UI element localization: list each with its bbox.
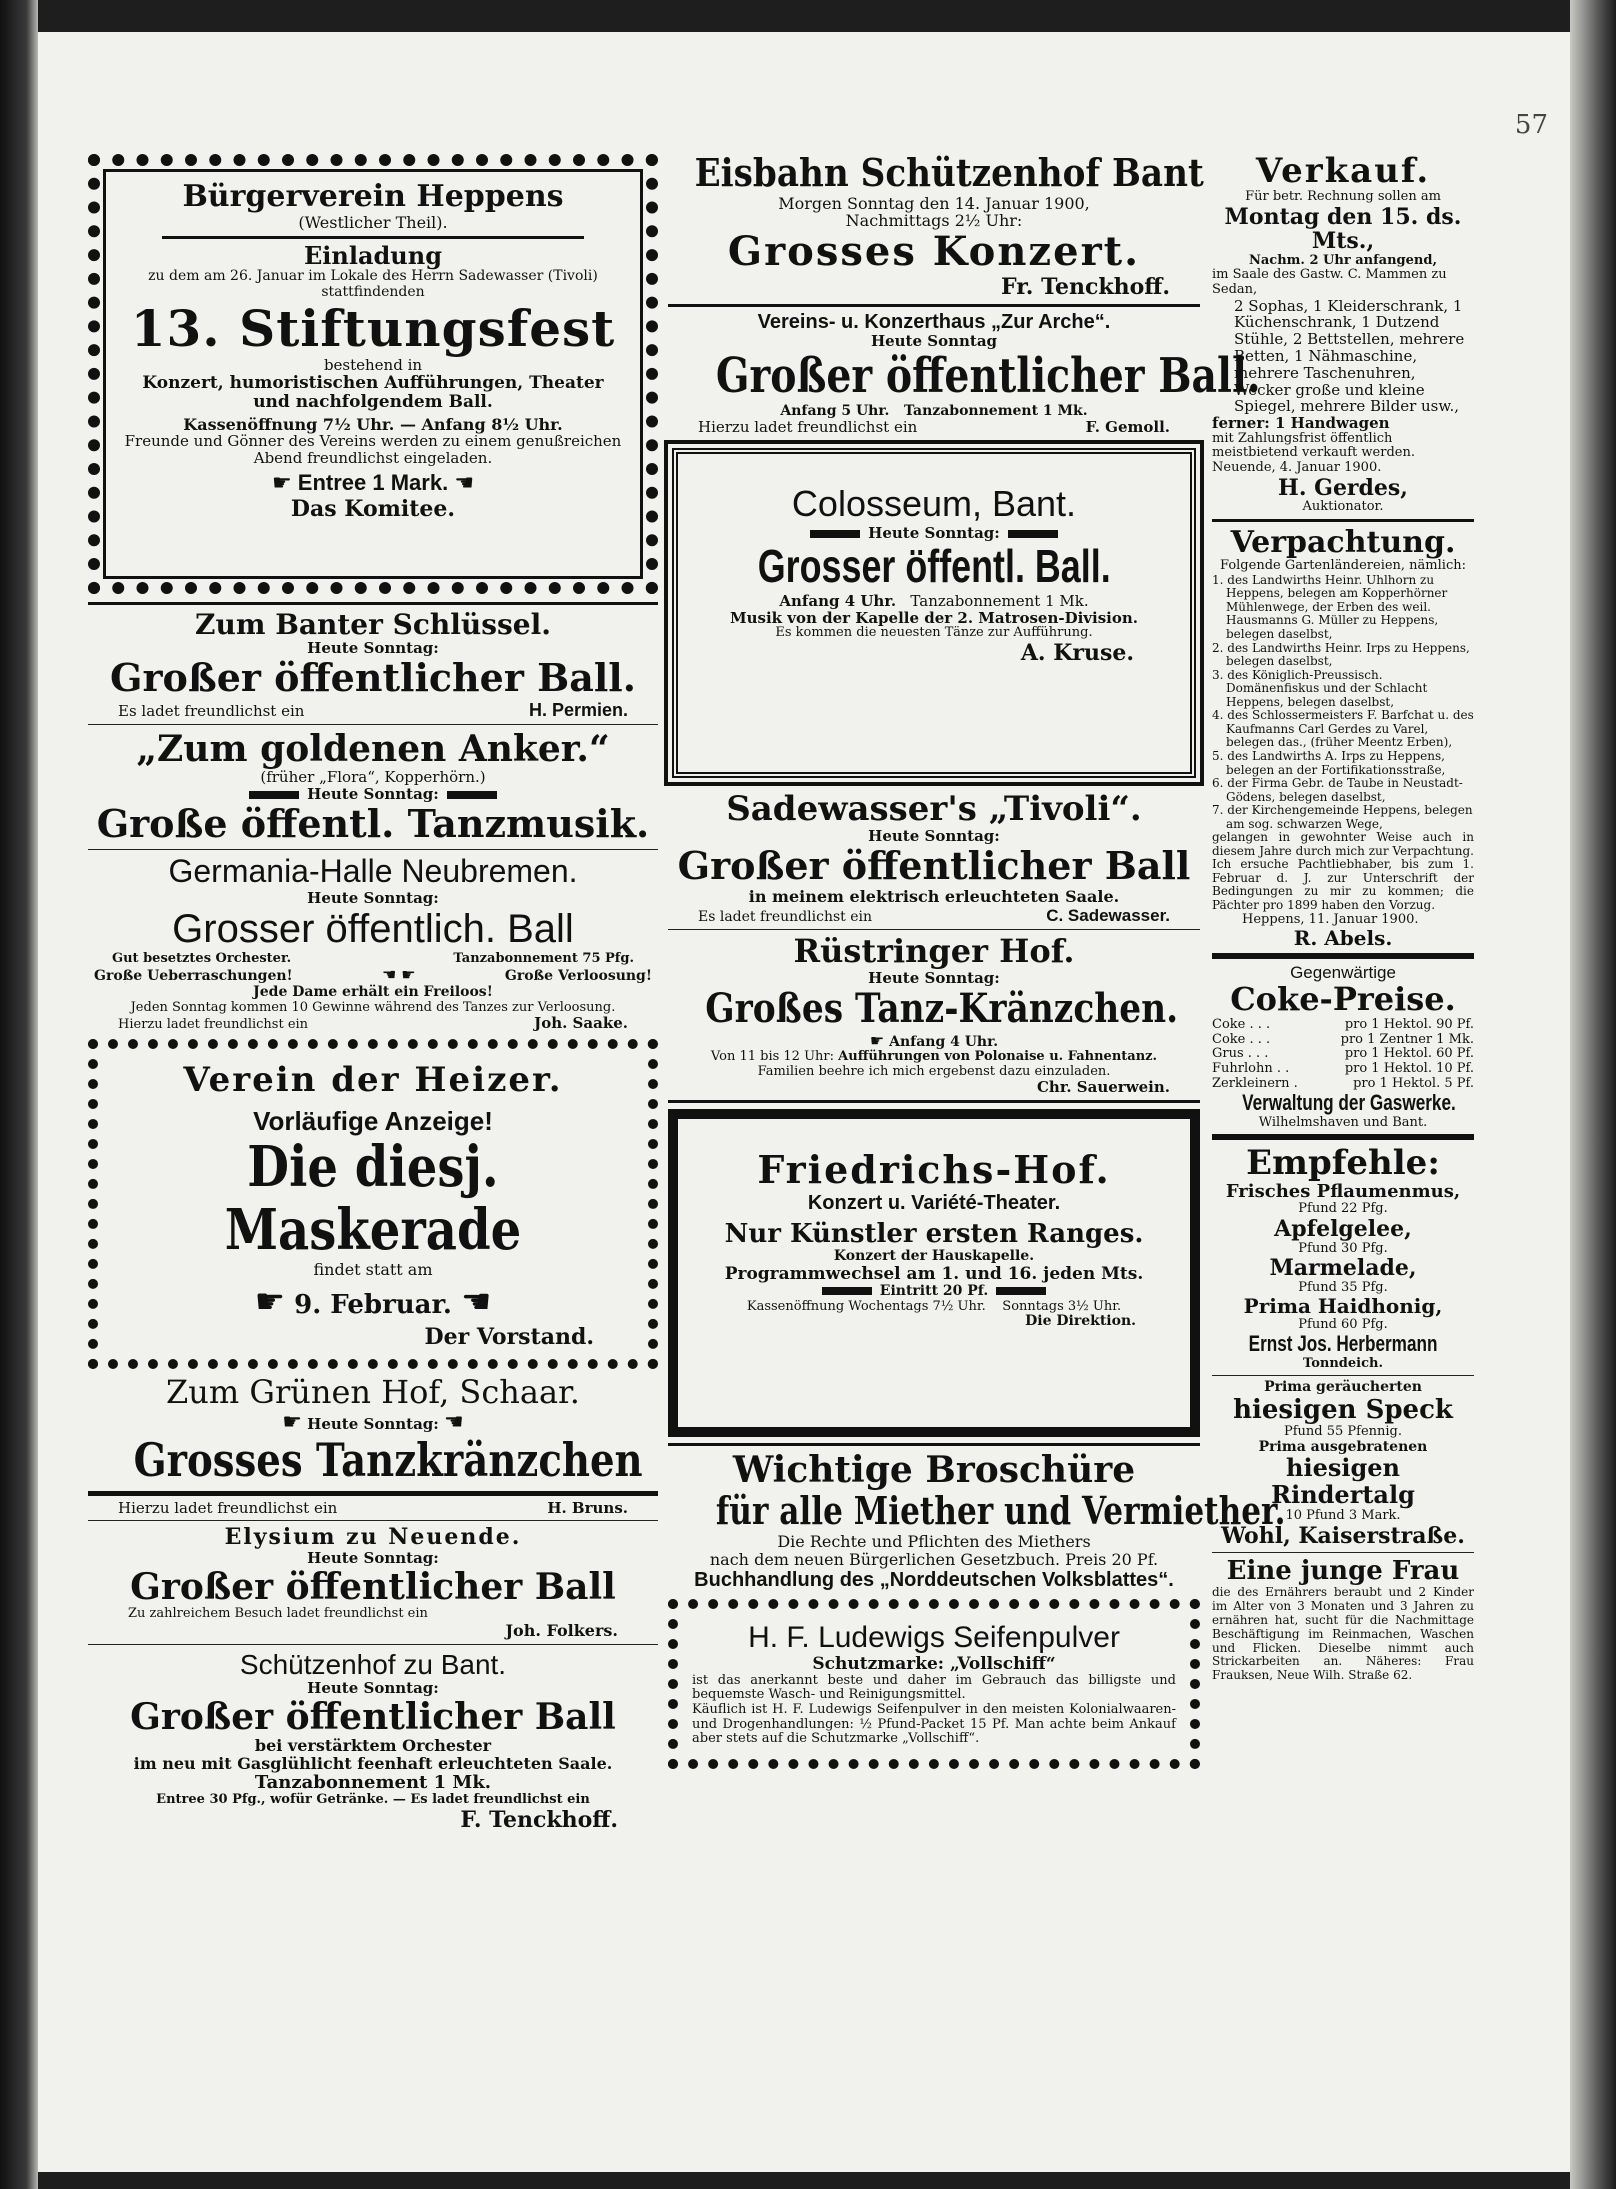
table-cell: Fuhrlohn . .: [1212, 1060, 1290, 1076]
ad-text: Folgende Gartenländereien, nämlich:: [1220, 558, 1466, 574]
ad-text: in meinem elektrisch erleuchteten Saale.: [748, 886, 1120, 906]
list-item: 3. des Königlich-Preussisch. Domänenfiskus und der Schlacht Heppens, belegen daselbst,: [1212, 667, 1428, 709]
ad-text: Die Rechte und Pflichten des Miethers: [777, 1532, 1091, 1552]
ad-text: nach dem neuen Bürgerlichen Gesetzbuch. Preis 20 Pf.: [709, 1549, 1159, 1569]
ad-text: Gut besetztes Orchester.: [112, 950, 292, 966]
ad-subtitle: (Westlicher Theil).: [298, 212, 448, 232]
ad-invite: Es ladet freundlichst ein: [118, 701, 305, 720]
ad-text: Konzert, humoristischen Aufführungen, Theater und nachfolgendem Ball.: [142, 372, 604, 412]
ad-signature: Joh. Folkers.: [505, 1620, 618, 1640]
list-item: 7. der Kirchengemeinde Heppens, belegen am sog. schwarzen Wege,: [1212, 803, 1473, 831]
ad-signature: Der Vorstand.: [424, 1324, 594, 1351]
ad-subtitle: (früher „Flora“, Kopperhörn.): [260, 768, 486, 787]
ad-text: zu dem am 26. Januar im Lokale des Herrn Sadewasser (Tivoli) stattfindenden: [148, 268, 598, 301]
pointing-hand-right-icon: ☛: [282, 1409, 302, 1435]
ad-signature: Die Direktion.: [1025, 1313, 1136, 1330]
ad-signature: F. Tenckhoff.: [460, 1806, 618, 1833]
ad-text: Kassenöffnung 7½ Uhr. — Anfang 8½ Uhr.: [183, 414, 563, 434]
ad-gruener-hof: [88, 1372, 658, 1517]
ad-invite: Es ladet freundlichst ein: [698, 908, 873, 925]
ad-title: Friedrichs-Hof.: [757, 1147, 1111, 1193]
pointing-hand-left-icon: ☚: [460, 1282, 492, 1323]
ad-text: ferner: 1 Handwagen: [1212, 414, 1390, 433]
ad-text: ist das anerkannt beste und daher im Gebrauch das billigste und bequemste Wasch- und Reinigungsmittel.: [692, 1672, 1176, 1703]
ad-text: Heppens, 11. Januar 1900.: [1242, 911, 1419, 927]
ad-title: hiesigen Rindertalg: [1271, 1453, 1415, 1510]
ad-title: Wichtige Broschüre: [732, 1449, 1136, 1492]
ad-text: Konzert der Hauskapelle.: [833, 1248, 1035, 1265]
table-cell: Coke . . .: [1212, 1031, 1271, 1047]
ad-item: Frisches Pflaumenmus,: [1225, 1181, 1461, 1203]
table-cell: pro 1 Hektol. 90 Pf.: [1344, 1017, 1474, 1033]
ad-price: Pfund 35 Pfg.: [1298, 1279, 1388, 1295]
ad-headline: Grosser öffentl. Ball.: [757, 540, 1111, 593]
page-number: 57: [1514, 110, 1548, 140]
ad-text: Morgen Sonntag den 14. Januar 1900,: [778, 193, 1090, 213]
ad-text: im neu mit Gasglühlicht feenhaft erleuchteten Saale.: [133, 1754, 613, 1774]
ad-text: Programmwechsel am 1. und 16. jeden Mts.: [724, 1263, 1144, 1284]
ad-title: Germania-Halle Neubremen.: [168, 853, 578, 890]
ad-subtitle: Konzert u. Variété-Theater.: [807, 1191, 1061, 1214]
ad-title: Eine junge Frau: [1226, 1556, 1460, 1587]
ad-price: Pfund 55 Pfennig.: [1283, 1424, 1403, 1440]
table-row: [1212, 1077, 1474, 1092]
ad-title: Elysium zu Neuende.: [224, 1524, 522, 1551]
ad-title: Verein der Heizer.: [183, 1059, 563, 1100]
ad-text: Kassenöffnung Wochentags 7½ Uhr.: [746, 1298, 986, 1314]
ad-headline: Grosser öffentlich. Ball: [172, 906, 574, 951]
pointing-hand-left-icon: ☚: [382, 965, 397, 985]
decorative-bar: [810, 530, 860, 538]
ad-invite: Hierzu ladet freundlichst ein: [698, 418, 918, 437]
ad-coke-preise: [1212, 963, 1474, 1130]
table-cell: Zerkleinern .: [1212, 1075, 1298, 1091]
ad-text: Neuende, 4. Januar 1900.: [1212, 459, 1382, 475]
ad-verein-der-heizer: [88, 1039, 658, 1369]
ad-signature: H. Permien.: [528, 699, 628, 720]
ad-headline: Großer öffentlicher Ball: [130, 1695, 616, 1738]
list-item: 2. des Landwirths Heinr. Irps zu Heppens, belegen daselbst,: [1212, 640, 1470, 669]
ad-date: Montag den 15. ds. Mts.,: [1224, 203, 1462, 255]
ad-today: Heute Sonntag:: [868, 969, 1000, 988]
decorative-bar: [822, 1287, 872, 1295]
ad-text: Jeden Sonntag kommen 10 Gewinne während des Tanzes zur Verloosung.: [130, 999, 616, 1015]
ad-pre: Prima ausgebratenen: [1258, 1438, 1428, 1455]
ad-text: mit Zahlungsfrist öffentlich meistbietend verkauft werden.: [1212, 430, 1415, 461]
list-item: 5. des Landwirths A. Irps zu Heppens, belegen an der Fortifikationsstraße,: [1212, 748, 1446, 777]
ad-today: Heute Sonntag:: [307, 639, 439, 658]
ad-goldener-anker: [88, 729, 658, 845]
ad-list: [1212, 574, 1474, 831]
ad-text: Für betr. Rechnung sollen am: [1245, 189, 1441, 205]
ad-buergerverein-heppens: [88, 154, 658, 594]
table-row: [1212, 1018, 1474, 1033]
ad-invite: Hierzu ladet freundlichst ein: [118, 1017, 309, 1033]
ad-headline: Großes Tanz-Kränzchen.: [705, 984, 1179, 1032]
ad-today: Heute Sonntag:: [307, 784, 439, 803]
ad-text: die des Ernährers beraubt und 2 Kinder im Alter von 3 Monaten und 3 Jahren zu ernähren hat, sucht für die Nachmittage Beschäftigung im Reinmachen, Waschen und Flicken. Dieselbe nimmt auch Strickarbeiten an. Näheres: Frau Frauksen, Neue Wilh. Straße 62.: [1212, 1585, 1474, 1683]
ad-schuetzenhof-bant: [88, 1649, 658, 1833]
ad-text: Freunde und Gönner des Vereins werden zu einem genußreichen Abend freundlichst eingeladen.: [124, 432, 622, 468]
list-item: 1. des Landwirths Heinr. Uhlhorn zu Heppens, belegen am Kopperhörner Mühlenwege, der Erben des weil. Hausmanns G. Müller zu Heppens, belegen daselbst,: [1212, 572, 1448, 642]
ad-text: Nachmittags 2½ Uhr:: [845, 211, 1023, 231]
ad-text: Große Verloosung!: [504, 968, 652, 985]
decorative-bar: [249, 791, 299, 799]
ad-title: Verkauf.: [1255, 151, 1431, 191]
ad-signature: Das Komitee.: [290, 495, 456, 522]
ad-text: Aufführungen von Polonaise u. Fahnentanz.: [838, 1049, 1158, 1065]
ad-text: Tanzabonnement 1 Mk.: [910, 591, 1089, 610]
table-cell: Coke . . .: [1212, 1017, 1271, 1033]
ad-title: Sadewasser's „Tivoli“.: [726, 789, 1142, 830]
decorative-bar: [996, 1287, 1046, 1295]
ad-tivoli: [668, 790, 1200, 925]
ad-signature: R. Abels.: [1293, 926, 1393, 951]
ad-title: Rüstringer Hof.: [793, 932, 1075, 971]
ad-title: Bürgerverein Heppens: [182, 179, 564, 214]
table-cell: pro 1 Hektol. 10 Pf.: [1344, 1060, 1474, 1076]
ad-today: Heute Sonntag: [870, 332, 998, 351]
ad-title: H. F. Ludewigs Seifenpulver: [748, 1621, 1120, 1655]
ad-headline: Große öffentl. Tanzmusik.: [96, 800, 650, 846]
ad-text: Entree 30 Pfg., wofür Getränke. — Es ladet freundlichst ein: [156, 1792, 590, 1808]
ad-today: Heute Sonntag:: [307, 1679, 439, 1698]
ad-title: Coke-Preise.: [1230, 980, 1456, 1019]
ad-text: Anfang 4 Uhr.: [889, 1033, 999, 1050]
ad-text: im Saale des Gastw. C. Mammen zu Sedan,: [1212, 267, 1447, 297]
ad-signature: H. Gerdes,: [1278, 474, 1408, 501]
ad-headline: Grosses Tanzkränzchen: [133, 1433, 643, 1488]
ad-text: Käuflich ist H. F. Ludewigs Seifenpulver in den meisten Kolonialwaaren- und Drogenhandlungen: ½ Pfund-Packet 15 Pf. Man achte beim Ankauf aber stets auf die Schutzmarke „Vollschiff“.: [692, 1701, 1176, 1747]
ad-today: Heute Sonntag:: [307, 1414, 439, 1433]
ad-headline: Großer öffentlicher Ball: [677, 843, 1191, 889]
ad-today: Heute Sonntag:: [307, 889, 439, 908]
ad-title: Verpachtung.: [1230, 524, 1456, 560]
ad-invite: Zu zahlreichem Besuch ladet freundlichst ein: [128, 1606, 428, 1622]
ad-signature: Buchhandlung des „Norddeutschen Volksblattes“.: [694, 1568, 1174, 1591]
ad-signature: Wohl, Kaiserstraße.: [1221, 1522, 1465, 1549]
ad-title: „Zum goldenen Anker.“: [136, 727, 610, 770]
ad-verpachtung: [1212, 526, 1474, 950]
ad-title: Vereins- u. Konzerthaus „Zur Arche“.: [757, 310, 1111, 333]
ad-speck: [1212, 1380, 1474, 1548]
ad-today: Heute Sonntag:: [307, 1549, 439, 1568]
ad-headline: 13. Stiftungsfest: [130, 298, 616, 358]
ad-banter-schluessel: [88, 609, 658, 720]
ad-text: Anfang 5 Uhr.: [780, 402, 890, 419]
ad-text: Familien beehre ich mich ergebenst dazu einzuladen.: [757, 1063, 1111, 1079]
ad-verkauf: [1212, 152, 1474, 515]
ad-text: Musik von der Kapelle der 2. Matrosen-Division.: [730, 608, 1138, 627]
ad-text: bei verstärktem Orchester: [254, 1736, 492, 1756]
ad-signature: Fr. Tenckhoff.: [1001, 274, 1170, 301]
table-cell: pro 1 Hektol. 5 Pf.: [1353, 1075, 1474, 1091]
ad-headline: Großer öffentlicher Ball.: [715, 347, 1261, 404]
ad-empfehle: [1212, 1144, 1474, 1371]
pointing-hand-right-icon: ☛: [401, 965, 416, 985]
ad-title: für alle Miether und Vermiether.: [715, 1488, 1286, 1534]
ad-today: Heute Sonntag:: [868, 827, 1000, 846]
ad-today: Heute Sonntag:: [868, 523, 1000, 542]
ad-price: Pfund 22 Pfg.: [1298, 1201, 1388, 1217]
table-row: [1212, 1062, 1474, 1077]
ad-signature: Verwaltung der Gaswerke.: [1242, 1090, 1456, 1116]
ad-text: 2 Sophas, 1 Kleiderschrank, 1 Küchenschrank, 1 Dutzend Stühle, 2 Bettstellen, mehrere Betten, 1 Nähmaschine, mehrere Taschenuhren, Wecker große und kleine Spiegel, mehrere Bilder usw.,: [1234, 296, 1465, 416]
pointing-hand-right-icon: ☛: [254, 1282, 286, 1323]
ad-title: hiesigen Speck: [1233, 1395, 1453, 1426]
ad-text: Tanzabonnement 1 Mk.: [903, 402, 1088, 419]
ad-signature: A. Kruse.: [1020, 639, 1134, 666]
ad-text: Große Ueberraschungen!: [94, 968, 293, 985]
ad-text: Tanzabonnement 1 Mk.: [254, 1771, 492, 1793]
ad-item: Marmelade,: [1269, 1255, 1417, 1282]
ad-text: Sonntags 3½ Uhr.: [1002, 1298, 1122, 1314]
ad-price: Pfund 30 Pfg.: [1298, 1240, 1388, 1256]
ad-signature: C. Sadewasser.: [1046, 905, 1170, 925]
ad-text: Tanzabonnement 75 Pfg.: [453, 950, 634, 966]
ad-item: Apfelgelee,: [1274, 1216, 1412, 1242]
ad-broschuere: [668, 1449, 1286, 1591]
decorative-bar: [447, 791, 497, 799]
ad-subtitle: Vorläufige Anzeige!: [253, 1105, 493, 1136]
price-table: [1212, 1018, 1474, 1091]
ad-text: gelangen in gewohnter Weise auch in diesem Jahre durch mich zur Verpachtung. Ich ersuche Pachtliebhaber, bis zum 1. Februar d. J. zur Unterschrift der Bedingungen zu mir zu kommen; die Pächter pro 1899 haben den Vorzug.: [1212, 830, 1474, 912]
ad-headline: Großer öffentlicher Ball: [130, 1565, 616, 1608]
page-edge: [1570, 0, 1616, 2189]
table-row: [1212, 1033, 1474, 1048]
ad-eisbahn: [668, 150, 1204, 301]
ad-junge-frau: [1212, 1557, 1474, 1683]
table-cell: pro 1 Hektol. 60 Pf.: [1344, 1046, 1474, 1062]
ad-headline: Grosses Konzert.: [727, 228, 1141, 276]
book-binding: [0, 0, 38, 2189]
ad-pre: Prima geräucherten: [1264, 1379, 1422, 1396]
ad-title: Colosseum, Bant.: [791, 483, 1077, 525]
list-item: 4. des Schlossermeisters F. Barfchat u. des Kaufmanns Carl Gerdes zu Varel, belegen das., (früher Meentz Erben),: [1212, 708, 1474, 750]
ad-signature: Ernst Jos. Herbermann: [1248, 1331, 1438, 1357]
ad-place: Wilhelmshaven und Bant.: [1258, 1114, 1428, 1130]
ad-text: Eintritt 20 Pf.: [879, 1282, 989, 1299]
pointing-hand-right-icon: ☛: [869, 1030, 885, 1050]
ad-subtitle: Schutzmarke: „Vollschiff“: [812, 1653, 1056, 1674]
ad-text: Nur Künstler ersten Ranges.: [724, 1219, 1144, 1250]
table-row: [1212, 1047, 1474, 1062]
ad-price: 10 Pfund 3 Mark.: [1285, 1508, 1401, 1524]
ad-germania-halle: [88, 854, 658, 1032]
pointing-hand-right-icon: ☛: [271, 471, 292, 497]
ad-title: Schützenhof zu Bant.: [239, 1648, 507, 1680]
column-3: [1212, 152, 1474, 1683]
ad-pre: Gegenwärtige: [1290, 963, 1396, 983]
ad-ludewigs-seifenpulver: [668, 1599, 1200, 1768]
ad-headline: Die diesj. Maskerade: [224, 1133, 522, 1263]
list-item: 6. der Firma Gebr. de Taube in Neustadt-Gödens, belegen daselbst,: [1212, 776, 1463, 804]
ad-heading: Einladung: [304, 240, 442, 270]
column-1: [88, 152, 658, 1832]
ad-item: Prima Haidhonig,: [1243, 1294, 1443, 1319]
ad-date: 9. Februar.: [294, 1290, 452, 1321]
decorative-bar: [1008, 530, 1058, 538]
ad-signature: Joh. Saake.: [534, 1014, 628, 1033]
ad-ruestringer-hof: [668, 934, 1200, 1096]
ad-signature: H. Bruns.: [547, 1498, 628, 1517]
ad-signature: Chr. Sauerwein.: [1036, 1078, 1170, 1097]
ad-title: Empfehle:: [1246, 1143, 1440, 1184]
table-cell: Grus . . .: [1212, 1046, 1269, 1062]
ad-text: Es kommen die neuesten Tänze zur Aufführung.: [775, 625, 1093, 641]
ad-text: Anfang 4 Uhr.: [779, 591, 897, 610]
ad-price: Pfund 60 Pfg.: [1298, 1316, 1388, 1332]
ad-place: Tonndeich.: [1303, 1355, 1383, 1371]
ad-title: Eisbahn Schützenhof Bant: [694, 150, 1204, 195]
ad-zur-arche: [668, 310, 1261, 437]
table-cell: pro 1 Zentner 1 Mk.: [1340, 1031, 1474, 1047]
ad-friedrichs-hof: [668, 1109, 1200, 1437]
ad-text: Nachm. 2 Uhr anfangend,: [1249, 252, 1437, 268]
ad-colosseum: [672, 448, 1196, 778]
ad-title: Zum Banter Schlüssel.: [195, 608, 551, 641]
ad-headline: Großer öffentlicher Ball.: [110, 655, 636, 701]
ad-text: Von 11 bis 12 Uhr:: [710, 1049, 835, 1065]
ad-text: Jede Dame erhält ein Freiloos!: [253, 983, 493, 1000]
pointing-hand-left-icon: ☚: [454, 471, 475, 497]
ad-elysium-neuende: [88, 1525, 658, 1639]
ad-entry: Entree 1 Mark.: [297, 470, 449, 496]
ad-signature: F. Gemoll.: [1085, 418, 1170, 437]
ad-text: bestehend in: [323, 355, 423, 374]
ad-role: Auktionator.: [1302, 499, 1384, 515]
ad-title: Zum Grünen Hof, Schaar.: [166, 1372, 580, 1411]
pointing-hand-left-icon: ☚: [444, 1409, 464, 1435]
ad-invite: Hierzu ladet freundlichst ein: [118, 1498, 338, 1517]
ad-text: findet statt am: [313, 1260, 433, 1280]
